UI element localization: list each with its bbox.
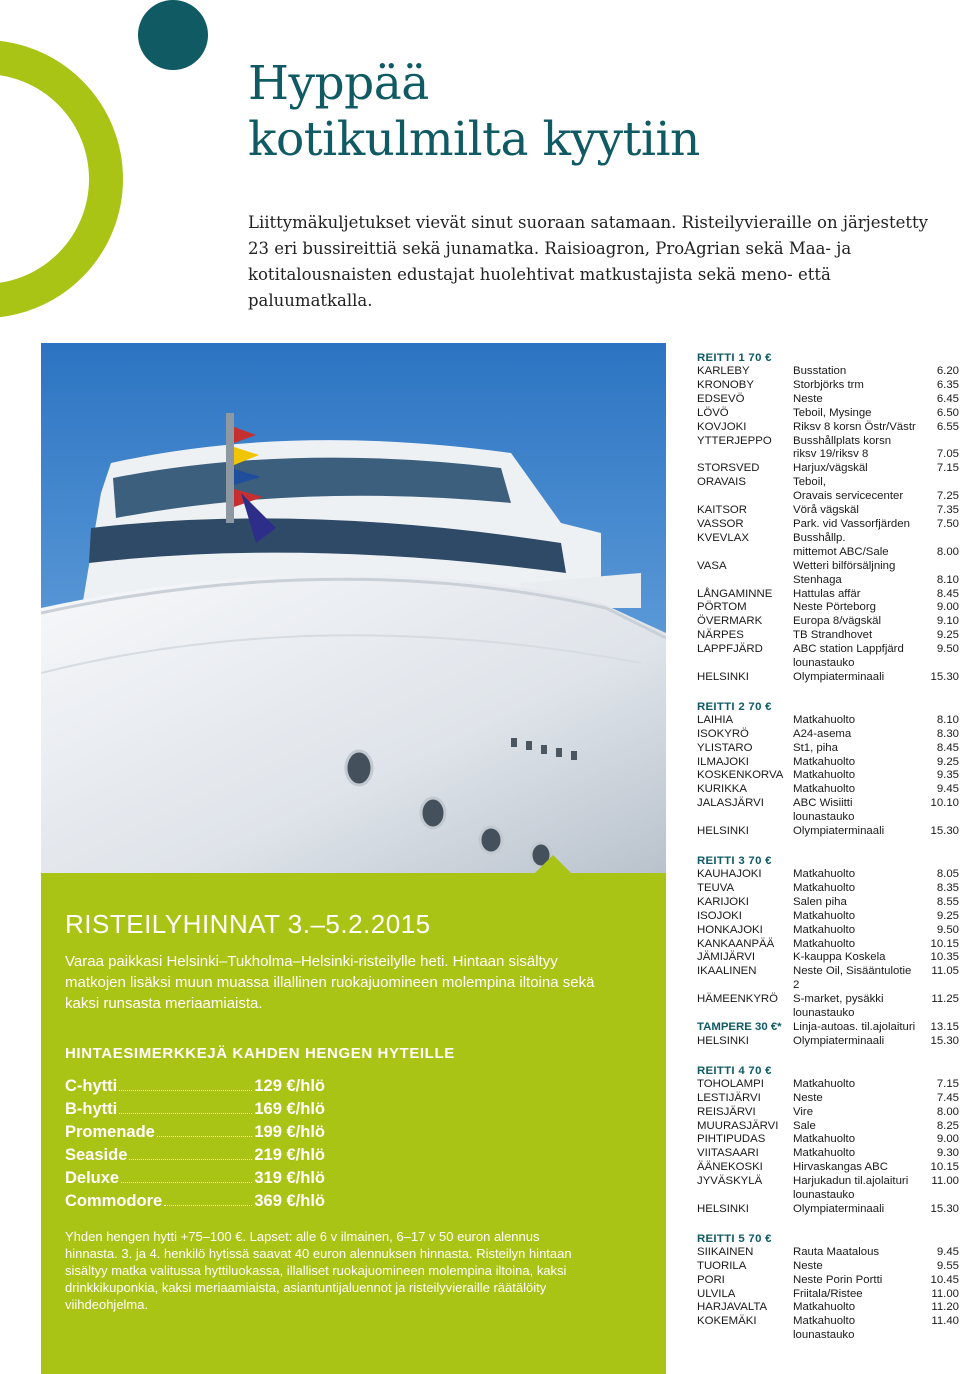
stop-place: MUURASJÄRVI [697, 1119, 779, 1132]
price-row [65, 1146, 325, 1169]
stop-location: Matkahuolto [793, 783, 856, 796]
stop-time: 6.20 [936, 365, 959, 377]
stop-place: ISOJOKI [697, 909, 742, 922]
cabin-name: Commodore [65, 1192, 163, 1210]
route-stop-row [697, 490, 959, 504]
route-block [697, 1232, 959, 1343]
route-stop-row [697, 532, 959, 546]
price-row [65, 1100, 325, 1123]
stop-location: Matkahuolto [793, 923, 856, 936]
route-stop-row [697, 993, 959, 1007]
stop-place: HÄMEENKYRÖ [697, 993, 779, 1006]
stop-location: S-market, pysäkki [793, 993, 884, 1006]
route-stop-row [697, 601, 959, 615]
route-stop-row [697, 811, 959, 825]
stop-time [917, 657, 959, 671]
cabin-price: 169 €/hlö [254, 1100, 325, 1118]
stop-location: Sale [793, 1119, 816, 1132]
route-stop-row [697, 896, 959, 910]
stop-place: KANKAANPÄÄ [697, 937, 775, 950]
stop-time: 15.30 [930, 1034, 959, 1047]
route-title: REITTI 1 70 € [697, 352, 772, 364]
stop-place: ULVILA [697, 1287, 736, 1300]
stop-location: Neste Oil, Sisääntulotie 2 [793, 965, 912, 992]
stop-location: Busshållplats korsn [793, 434, 892, 447]
stop-location: Matkahuolto [793, 1133, 856, 1146]
stop-location: Teboil, Mysinge [793, 406, 872, 419]
route-stop-row [697, 714, 959, 728]
stop-location: Matkahuolto [793, 769, 856, 782]
stop-location: Hattulas affär [793, 587, 861, 600]
stop-place [697, 1329, 793, 1343]
stop-place: HELSINKI [697, 1202, 749, 1215]
route-stop-row [697, 825, 959, 839]
stop-location: K-kauppa Koskela [793, 951, 886, 964]
stop-time: 11.40 [931, 1315, 959, 1328]
stop-place [697, 811, 793, 825]
cruise-price-box [41, 873, 666, 1374]
route-stop-row [697, 882, 959, 896]
stop-location: Neste [793, 1091, 823, 1104]
stop-location: lounastauko [793, 811, 855, 824]
cabin-price: 319 €/hlö [254, 1169, 325, 1187]
cabin-name: C-hytti [65, 1077, 118, 1095]
stop-place: HELSINKI [697, 670, 749, 683]
price-list [65, 1077, 325, 1215]
route-stop-row [697, 756, 959, 770]
stop-location: Harjux/vägskäl [793, 462, 868, 475]
stop-time: 8.00 [936, 545, 959, 558]
stop-place: KOVJOKI [697, 420, 747, 433]
stop-place: KVEVLAX [697, 531, 749, 544]
stop-time: 11.25 [931, 993, 959, 1006]
stop-time: 9.30 [936, 1147, 959, 1160]
stop-time: 9.50 [936, 643, 959, 656]
stop-place: TEUVA [697, 881, 735, 894]
stop-time: 8.45 [936, 587, 959, 600]
cruise-description: Varaa paikkasi Helsinki–Tukholma–Helsinki-risteilylle heti. Hintaan sisältyy matkojen lisäksi muun muassa illallinen ruokajuomineen molempina iltoina sekä kaksi runsasta meriaamiaista. [65, 953, 595, 1012]
route-stop-row [697, 615, 959, 629]
stop-location: St1, piha [793, 741, 838, 754]
stop-time [917, 811, 959, 825]
stop-location: ABC Wisiitti [793, 797, 853, 810]
route-stop-row [697, 435, 959, 449]
route-stop-row [697, 1078, 959, 1092]
route-stop-row [697, 1092, 959, 1106]
stop-location: lounastauko [793, 1007, 855, 1020]
stop-place: VASSOR [697, 517, 744, 530]
route-stop-row [697, 797, 959, 811]
stop-place: LESTIJÄRVI [697, 1091, 761, 1104]
stop-time: 7.35 [936, 504, 959, 517]
stop-place [697, 657, 793, 671]
stop-time: 6.35 [936, 378, 959, 391]
stop-place [697, 574, 793, 588]
stop-place: TOHOLAMPI [697, 1077, 764, 1090]
stop-place: KURIKKA [697, 783, 748, 796]
page-title [248, 56, 700, 168]
stop-place [697, 1007, 793, 1021]
stop-time: 10.35 [930, 951, 959, 964]
stop-location: Neste Pörteborg [793, 601, 876, 614]
stop-place: ORAVAIS [697, 476, 746, 489]
cabin-name: Seaside [65, 1146, 128, 1164]
dot-leader [119, 1113, 252, 1114]
stop-location: lounastauko [793, 657, 855, 670]
stop-place: TUORILA [697, 1259, 747, 1272]
stop-time: 10.45 [930, 1273, 959, 1286]
dot-leader [119, 1090, 252, 1091]
route-stop-row [697, 574, 959, 588]
stop-location: lounastauko [793, 1329, 855, 1342]
stop-time: 9.10 [936, 615, 959, 628]
stop-time: 7.25 [936, 490, 959, 503]
route-stop-row [697, 560, 959, 574]
route-stop-row [697, 1260, 959, 1274]
cabin-name: Deluxe [65, 1169, 120, 1187]
route-block [697, 351, 959, 685]
stop-location: Hirvaskangas ABC [793, 1161, 888, 1174]
stop-place: KAITSOR [697, 504, 748, 517]
stop-location: Matkahuolto [793, 1077, 856, 1090]
route-stop-row [697, 1007, 959, 1021]
stop-location: Rauta Maatalous [793, 1245, 880, 1258]
route-title: REITTI 4 70 € [697, 1064, 772, 1077]
stop-place: EDSEVÖ [697, 392, 745, 405]
stop-location: Oravais servicecenter [793, 490, 904, 503]
route-stop-row [697, 783, 959, 797]
stop-place: PÖRTOM [697, 601, 747, 614]
stop-place: YTTERJEPPO [697, 434, 772, 447]
stop-place [697, 448, 793, 462]
decorative-ring [0, 40, 123, 318]
stop-place [697, 1189, 793, 1203]
stop-place: NÄRPES [697, 629, 744, 642]
stop-time: 9.00 [936, 1133, 959, 1146]
stop-place: PIHTIPUDAS [697, 1133, 766, 1146]
stop-place: KARLEBY [697, 365, 750, 377]
stop-time: 9.00 [936, 601, 959, 614]
route-stop-row [697, 1329, 959, 1343]
stop-location: Olympiaterminaali [793, 670, 885, 683]
stop-place: ÄÄNEKOSKI [697, 1161, 763, 1174]
route-stop-row [697, 924, 959, 938]
route-stop-row [697, 742, 959, 756]
stop-location: Matkahuolto [793, 937, 856, 950]
stop-place: LÖVÖ [697, 406, 729, 419]
stop-place: HONKAJOKI [697, 923, 763, 936]
route-stop-row [697, 448, 959, 462]
route-stop-row [697, 1106, 959, 1120]
stop-place: KAUHAJOKI [697, 868, 762, 880]
stop-time: 7.50 [936, 517, 959, 530]
stop-location: Olympiaterminaali [793, 1202, 885, 1215]
stop-location: A24-asema [793, 727, 852, 740]
stop-place: KARIJOKI [697, 895, 749, 908]
stop-location: Olympiaterminaali [793, 825, 885, 838]
route-stop-row [697, 365, 959, 379]
stop-location: Europa 8/vägskäl [793, 615, 882, 628]
title-line-1: Hyppää [248, 56, 429, 111]
stop-place: YLISTARO [697, 741, 753, 754]
stop-location: Salen piha [793, 895, 847, 908]
stop-location: Matkahuolto [793, 713, 856, 726]
stop-time: 15.30 [930, 1202, 959, 1215]
stop-time: 7.15 [936, 462, 959, 475]
stop-location: Busstation [793, 365, 847, 377]
route-stop-row [697, 643, 959, 657]
route-title: REITTI 2 70 € [697, 700, 772, 713]
stop-time [917, 560, 959, 574]
route-block [697, 854, 959, 1049]
price-row [65, 1169, 325, 1192]
stop-place: REISJÄRVI [697, 1105, 756, 1118]
stop-location: Matkahuolto [793, 868, 856, 880]
route-stop-row [697, 671, 959, 685]
route-stop-row [697, 546, 959, 560]
route-stop-row [697, 379, 959, 393]
route-stop-row [697, 588, 959, 602]
stop-time [917, 1189, 959, 1203]
stop-time: 8.30 [936, 727, 959, 740]
route-stop-row [697, 462, 959, 476]
route-stop-row [697, 728, 959, 742]
dot-leader [164, 1205, 252, 1206]
stop-place: JALASJÄRVI [697, 797, 764, 810]
route-stop-row [697, 910, 959, 924]
stop-place: KOKEMÄKI [697, 1315, 757, 1328]
price-row [65, 1077, 325, 1100]
route-stop-row [697, 1274, 959, 1288]
stop-time [917, 1007, 959, 1021]
stop-location: Storbjörks trm [793, 378, 864, 391]
route-stop-row [697, 769, 959, 783]
stop-place [697, 546, 793, 560]
stop-time: 8.10 [936, 713, 959, 726]
route-stop-row [697, 1161, 959, 1175]
stop-time: 8.45 [936, 741, 959, 754]
route-stop-row [697, 1288, 959, 1302]
stop-place: SIIKAINEN [697, 1245, 754, 1258]
price-row [65, 1123, 325, 1146]
stop-time: 8.05 [936, 868, 959, 880]
stop-location: Linja-autoas. til.ajolaituri [793, 1020, 916, 1033]
stop-place: PORI [697, 1273, 725, 1286]
route-stop-row [697, 518, 959, 532]
stop-time: 7.15 [936, 1077, 959, 1090]
route-stop-row [697, 1133, 959, 1147]
stop-place: KOSKENKORVA [697, 769, 784, 782]
stop-time: 7.05 [936, 448, 959, 461]
stop-location: Matkahuolto [793, 755, 856, 768]
stop-location: Teboil, [793, 476, 826, 489]
route-stop-row [697, 1175, 959, 1189]
route-stop-row [697, 951, 959, 965]
stop-location: Busshållp. [793, 531, 846, 544]
stop-location: riksv 19/riksv 8 [793, 448, 869, 461]
stop-location: Neste [793, 392, 823, 405]
stop-location: Matkahuolto [793, 1147, 856, 1160]
stop-place: LAIHIA [697, 713, 734, 726]
stop-time: 9.25 [936, 909, 959, 922]
stop-place: STORSVED [697, 462, 760, 475]
stop-location: Neste [793, 1259, 823, 1272]
route-stop-row [697, 868, 959, 882]
route-title: REITTI 3 70 € [697, 855, 772, 867]
stop-location: Neste Porin Portti [793, 1273, 883, 1286]
cruise-title: RISTEILYHINNAT 3.–5.2.2015 [65, 909, 431, 939]
route-stop-row [697, 938, 959, 952]
stop-time: 15.30 [930, 825, 959, 838]
stop-location: Stenhaga [793, 573, 842, 586]
route-stop-row [697, 965, 959, 993]
stop-location: Olympiaterminaali [793, 1034, 885, 1047]
route-stop-row [697, 1035, 959, 1049]
ship-photo [41, 343, 666, 873]
route-title: REITTI 5 70 € [697, 1232, 772, 1245]
stop-place: IKAALINEN [697, 965, 757, 978]
stop-time: 8.00 [936, 1105, 959, 1118]
route-stop-row [697, 1189, 959, 1203]
cabin-price: 219 €/hlö [254, 1146, 325, 1164]
stop-time: 11.00 [931, 1287, 959, 1300]
route-stop-row [697, 657, 959, 671]
stop-location: Matkahuolto [793, 881, 856, 894]
stop-time: 13.15 [930, 1020, 959, 1033]
stop-place: ISOKYRÖ [697, 727, 749, 740]
stop-place: LAPPFJÄRD [697, 643, 763, 656]
stop-time: 6.45 [936, 392, 959, 405]
cabin-name: B-hytti [65, 1100, 118, 1118]
stop-location: Vörå vägskäl [793, 504, 859, 517]
cabin-name: Promenade [65, 1123, 155, 1141]
dot-leader [129, 1159, 252, 1160]
stop-time [917, 476, 959, 490]
cabin-price: 129 €/hlö [254, 1077, 325, 1095]
stop-time: 15.30 [930, 670, 959, 683]
stop-place: ÖVERMARK [697, 615, 763, 628]
intro-text: Liittymäkuljetukset vievät sinut suoraan satamaan. Risteilyvieraille on järjestetty 23 eri bussireittiä sekä junamatka. Raisioagron, ProAgrian sekä Maa- ja kotitalousnaisten edustajat huolehtivat matkustajista sekä meno- että paluumatkalla. [248, 213, 929, 310]
stop-place: LÅNGAMINNE [697, 587, 773, 600]
route-block [697, 1064, 959, 1217]
stop-location: Matkahuolto [793, 1301, 856, 1314]
stop-place: VIITASAARI [697, 1147, 759, 1160]
route-stop-row [697, 421, 959, 435]
route-block [697, 700, 959, 839]
stop-time: 9.55 [936, 1259, 959, 1272]
route-stop-row [697, 1147, 959, 1161]
stop-location: TB Strandhovet [793, 629, 873, 642]
route-stop-row [697, 1120, 959, 1134]
price-footnote: Yhden hengen hytti +75–100 €. Lapset: alle 6 v ilmainen, 6–17 v 50 euron alennus hinnasta. 3. ja 4. henkilö hytissä saavat 40 euron alennuksen hinnasta. Risteilyn hintaan sisältyy matka valitussa hyttiluokassa, illalliset ruokajuomineen molempina iltoina, kaksi drinkkikuponkia, kaksi meriaamiaista, asiantuntijaluennot ja risteilyvieraille räätälöity viihdeohjelma. [65, 1229, 572, 1312]
price-examples-heading: HINTAESIMERKKEJÄ KAHDEN HENGEN HYTEILLE [65, 1045, 455, 1062]
stop-place: JÄMIJÄRVI [697, 951, 756, 964]
route-stop-row [697, 1021, 959, 1035]
stop-time: 9.25 [936, 629, 959, 642]
stop-place: ILMAJOKI [697, 755, 749, 768]
title-line-2: kotikulmilta kyytiin [248, 112, 700, 167]
stop-time: 8.25 [936, 1119, 959, 1132]
stop-time: 10.15 [930, 937, 959, 950]
stop-place: HELSINKI [697, 1034, 749, 1047]
route-stop-row [697, 476, 959, 490]
stop-time: 8.10 [936, 573, 959, 586]
route-stop-row [697, 1203, 959, 1217]
stop-location: Matkahuolto [793, 909, 856, 922]
cabin-price: 199 €/hlö [254, 1123, 325, 1141]
stop-location: ABC station Lappfjärd [793, 643, 904, 656]
stop-time: 11.00 [931, 1175, 959, 1188]
stop-time: 6.55 [936, 420, 959, 433]
stop-location: lounastauko [793, 1189, 855, 1202]
stop-time: 11.05 [931, 965, 959, 978]
stop-time: 9.45 [936, 783, 959, 796]
stop-time: 11.20 [931, 1301, 959, 1314]
cabin-price: 369 €/hlö [254, 1192, 325, 1210]
stop-time: 10.10 [930, 797, 959, 810]
stop-time: 10.15 [930, 1161, 959, 1174]
stop-location: Friitala/Ristee [793, 1287, 863, 1300]
stop-time: 8.35 [936, 881, 959, 894]
stop-place: HELSINKI [697, 825, 749, 838]
stop-time: 7.45 [936, 1091, 959, 1104]
stop-time: 9.50 [936, 923, 959, 936]
stop-time: 9.35 [936, 769, 959, 782]
stop-location: Vire [793, 1105, 814, 1118]
stop-location: Matkahuolto [793, 1315, 856, 1328]
price-row [65, 1192, 325, 1215]
stop-time [917, 435, 959, 449]
stop-place: JYVÄSKYLÄ [697, 1175, 763, 1188]
bus-route-list [697, 351, 959, 1358]
stop-time: 6.50 [936, 406, 959, 419]
route-stop-row [697, 1301, 959, 1315]
stop-location: Park. vid Vassorfjärden [793, 517, 910, 530]
stop-time: 8.55 [936, 895, 959, 908]
stop-time: 9.45 [936, 1245, 959, 1258]
stop-location: mittemot ABC/Sale [793, 545, 889, 558]
route-stop-row [697, 393, 959, 407]
stop-location: Harjukadun til.ajolaituri [793, 1175, 909, 1188]
decorative-dot [138, 0, 208, 70]
dot-leader [121, 1182, 252, 1183]
stop-place: VASA [697, 559, 727, 572]
green-box-notch [535, 855, 571, 873]
stop-time [917, 1329, 959, 1343]
dot-leader [157, 1136, 253, 1137]
stop-location: Wetteri bilförsäljning [793, 559, 896, 572]
route-stop-row [697, 504, 959, 518]
stop-location: Riksv 8 korsn Östr/Västr [793, 420, 916, 433]
stop-place [697, 490, 793, 504]
stop-place: KRONOBY [697, 378, 754, 391]
route-stop-row [697, 629, 959, 643]
route-stop-row [697, 1315, 959, 1329]
stop-place: HARJAVALTA [697, 1301, 768, 1314]
stop-time [917, 532, 959, 546]
route-stop-row [697, 407, 959, 421]
stop-time: 9.25 [936, 755, 959, 768]
route-stop-row [697, 1246, 959, 1260]
stop-place: TAMPERE 30 €* [697, 1020, 782, 1033]
